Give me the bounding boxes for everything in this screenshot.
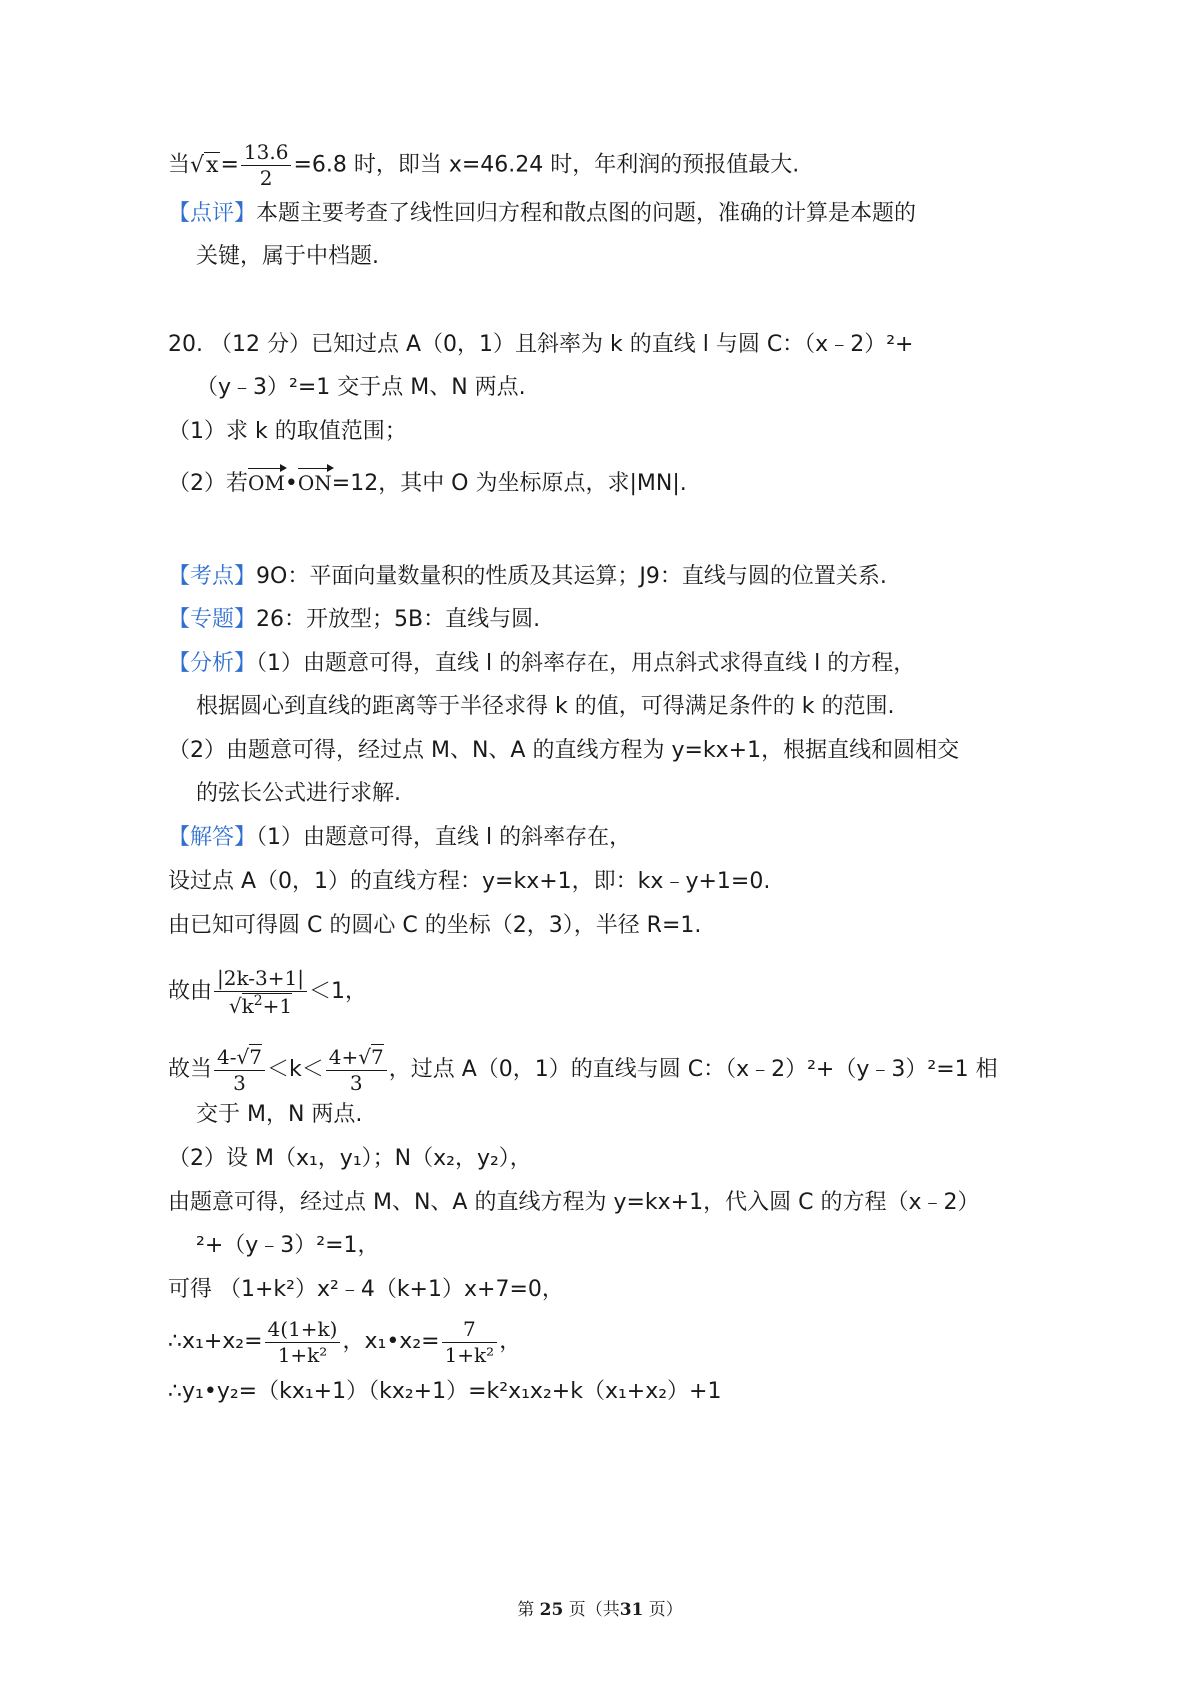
solution-step-4: 故当 $\frac{4-√7}{3}$ ＜k＜ $\frac{4+√7}{3}$ ，过点 A（0，1）的直线与圆 C：（x﹣2）²+（y﹣3）²=1 相 <box>168 1044 998 1095</box>
kaodian-line: 【考点】9O：平面向量数量积的性质及其运算；J9：直线与圆的位置关系. <box>168 564 887 589</box>
fenxi-line-4: 的弦长公式进行求解. <box>196 781 401 806</box>
fraction-13-6-over-2: $\frac{13.6}{2}$ <box>241 142 292 189</box>
solution-step-7: 由题意可得，经过点 M、N、A 的直线方程为 y=kx+1，代入圆 C 的方程（x﹣2） <box>168 1190 980 1215</box>
problem-20-line-1: 20. （12 分）已知过点 A（0，1）且斜率为 k 的直线 l 与圆 C：（x﹣2）²+ <box>168 332 914 357</box>
zhuanti-tag: 【专题】 <box>168 607 257 632</box>
fenxi-line-2: 根据圆心到直线的距离等于半径求得 k 的值，可得满足条件的 k 的范围. <box>196 694 895 719</box>
profit-max-line: 当√x= $\frac{13.6}{2}$ =6.8 时，即当 x=46.24 时，年利润的预报值最大. <box>168 140 800 190</box>
solution-step-9: 可得 （1+k²）x²﹣4（k+1）x+7=0， <box>168 1277 564 1302</box>
fenxi-line-3: （2）由题意可得，经过点 M、N、A 的直线方程为 y=kx+1，根据直线和圆相交 <box>168 738 960 763</box>
vector-on: ON <box>298 466 332 500</box>
jieda-tag: 【解答】 <box>168 825 257 850</box>
kaodian-tag: 【考点】 <box>168 564 257 589</box>
text: 当 <box>168 152 191 178</box>
zhuanti-line: 【专题】26：开放型；5B：直线与圆. <box>168 607 541 632</box>
lower-bound-fraction: $\frac{4-√7}{3}$ <box>214 1047 265 1094</box>
fenxi-tag: 【分析】 <box>168 651 257 676</box>
solution-step-6: （2）设 M（x₁，y₁）；N（x₂，y₂）， <box>168 1146 532 1171</box>
solution-step-8: ²+（y﹣3）²=1， <box>196 1233 380 1258</box>
solution-step-3: 故由 $\frac{|2k-3+1|}{√k^2+1}$ ＜1， <box>168 965 367 1018</box>
problem-20-question-2: （2）若OM•ON=12，其中 O 为坐标原点，求|MN|. <box>168 466 1140 501</box>
solution-step-5: 交于 M，N 两点. <box>196 1102 363 1127</box>
distance-fraction: $\frac{|2k-3+1|}{√k^2+1}$ <box>214 968 307 1017</box>
problem-20-question-1: （1）求 k 的取值范围； <box>168 419 407 444</box>
solution-step-2: 由已知可得圆 C 的圆心 C 的坐标（2，3），半径 R=1. <box>168 913 702 938</box>
page-footer: 第 25 页（共31 页） <box>517 1600 683 1620</box>
sum-roots-fraction: $\frac{4(1+k)}{\text{1+k²}}$ <box>265 1319 341 1366</box>
text: =6.8 时，即当 x=46.24 时，年利润的预报值最大. <box>293 152 800 178</box>
fenxi-line-1: 【分析】（1）由题意可得，直线 l 的斜率存在，用点斜式求得直线 l 的方程， <box>168 651 916 676</box>
solution-step-10: ∴x₁+x₂= $\frac{4(1+k)}{\text{1+k²}}$ ，x₁•x₂= $\frac{7}{\text{1+k²}}$ ， <box>168 1316 522 1367</box>
page-number: 25 <box>539 1600 564 1620</box>
solution-step-11: ∴y₁•y₂=（kx₁+1）（kx₂+1）=k²x₁x₂+k（x₁+x₂）+1 <box>168 1379 722 1404</box>
comment-line-2: 关键，属于中档题. <box>196 244 379 269</box>
vector-om: OM <box>248 466 285 500</box>
total-pages: 31 <box>619 1600 644 1620</box>
problem-20-line-2: （y﹣3）²=1 交于点 M、N 两点. <box>196 375 526 400</box>
sqrt-x: √x <box>190 152 219 178</box>
solution-step-1: 设过点 A（0，1）的直线方程：y=kx+1，即：kx﹣y+1=0. <box>168 869 771 894</box>
jieda-line-1: 【解答】（1）由题意可得，直线 l 的斜率存在， <box>168 825 632 850</box>
upper-bound-fraction: $\frac{4+√7}{3}$ <box>326 1047 387 1094</box>
comment-tag: 【点评】 <box>168 201 257 226</box>
product-roots-fraction: $\frac{7}{\text{1+k²}}$ <box>442 1319 498 1366</box>
comment-line-1: 【点评】本题主要考查了线性回归方程和散点图的问题，准确的计算是本题的 <box>168 201 917 226</box>
